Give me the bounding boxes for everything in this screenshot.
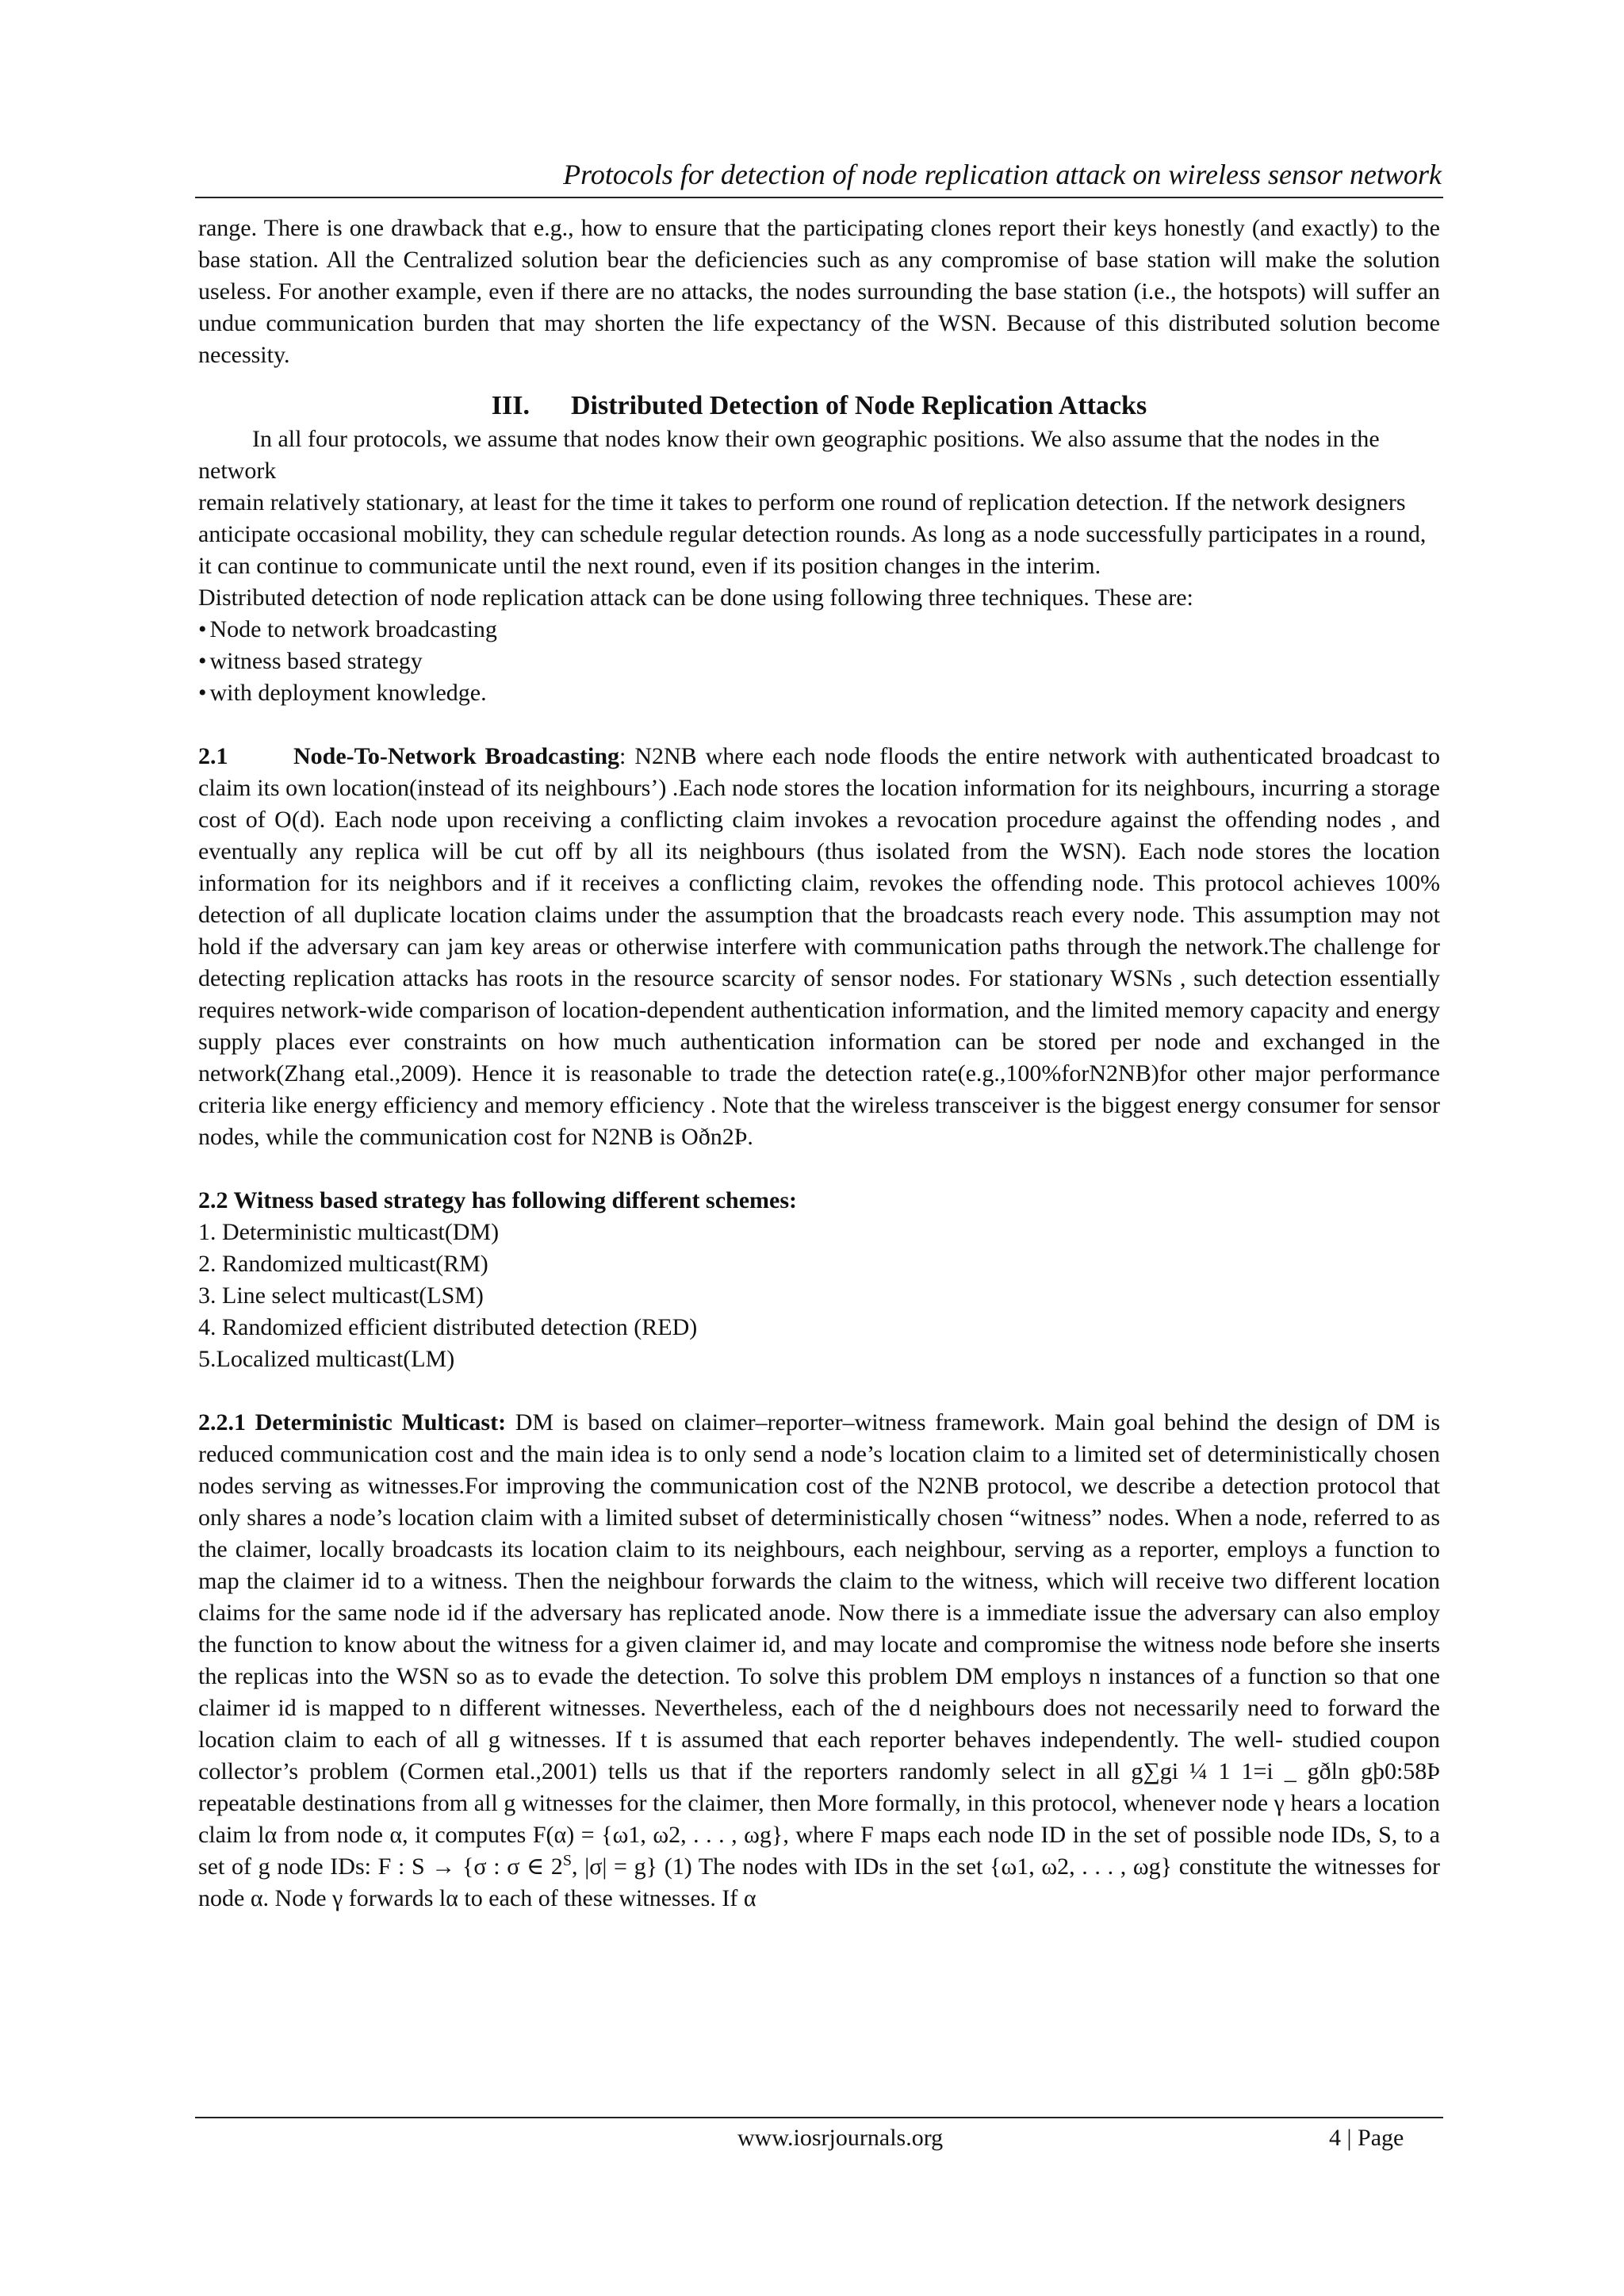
footer-url: www.iosrjournals.org	[737, 2125, 944, 2151]
subsection-title: 2.2.1 Deterministic Multicast:	[198, 1409, 507, 1435]
superscript: S	[562, 1852, 573, 1869]
section-line-3: it can continue to communicate until the next round, even if its position changes in the interim.	[198, 553, 1101, 579]
subsection-title: Node-To-Network Broadcasting	[293, 743, 620, 769]
section-line-4: Distributed detection of node replication attack can be done using following three techniques. These are:	[198, 585, 1193, 611]
page-body	[198, 213, 1440, 1915]
subsection-2-2-heading: 2.2 Witness based strategy has following different schemes:	[198, 1187, 797, 1213]
footer-rule	[195, 2117, 1443, 2118]
list-item: 4. Randomized efficient distributed detection (RED)	[198, 1314, 698, 1340]
list-item: 3. Line select multicast(LSM)	[198, 1282, 484, 1309]
header-rule	[195, 197, 1443, 198]
list-item: 2. Randomized multicast(RM)	[198, 1251, 488, 1277]
subsection-2-2-1	[198, 1407, 1440, 1915]
section-number: III.	[491, 391, 530, 420]
technique-list	[198, 614, 1440, 709]
list-item: • Node to network broadcasting	[198, 614, 1440, 646]
list-item: • witness based strategy	[198, 646, 1440, 677]
section-line-1: In all four protocols, we assume that nodes know their own geographic positions. We also assume that the nodes in the network	[198, 426, 1380, 484]
subsection-text-continued: , |σ| = g} (1) The nodes with IDs in the set {ω1, ω2, . . . , ωg} constitute the witnesses for node α. Node γ forwards lα to each of these witnesses. If α	[198, 1853, 1440, 1911]
scheme-list	[198, 1217, 1440, 1375]
section-line-2: remain relatively stationary, at least for the time it takes to perform one round of replication detection. If the network designers anticipate occasional mobility, they can schedule regular detection rounds. As long as a node successfully participates in a round,	[198, 489, 1427, 547]
spacer	[198, 1153, 1440, 1185]
section-title: Distributed Detection of Node Replication Attacks	[571, 391, 1147, 420]
section-heading	[198, 389, 1440, 424]
subsection-text: DM is based on claimer–reporter–witness framework. Main goal behind the design of DM is reduced communication cost and the main idea is to only send a node’s location claim to a limited set of deterministically chosen nodes serving as witnesses.For improving the communication cost of the N2NB protocol, we describe a detection protocol that only shares a node’s location claim with a limited subset of deterministically chosen “witness” nodes. When a node, referred to as the claimer, locally broadcasts its location claim to its neighbours, each neighbour, serving as a reporter, employs a function to map the claimer id to a witness. Then the neighbour forwards the claim to the witness, which will receive two different location claims for the same node id if the adversary has replicated anode. Now there is a immediate issue the adversary can also employ the function to know about the witness for a given claimer id, and may locate and compromise the witness node before she inserts the replicas into the WSN so as to evade the detection. To solve this problem DM employs n instances of a function so that one claimer id is mapped to n different witnesses. Nevertheless, each of the d neighbours does not necessarily need to forward the location claim to each of all g witnesses. If t is assumed that each reporter behaves independently. The well- studied coupon collector’s problem (Cormen etal.,2001) tells us that if the reporters randomly select in all g∑gi ¼ 1 1=i _ gðln gþ0:58Þ repeatable destinations from all g witnesses for the claimer, then More formally, in this protocol, whenever node γ hears a location claim lα from node α, it computes F(α) = {ω1, ω2, . . . , ωg}, where F maps each node ID in the set of possible node IDs, S, to a set of g node IDs: F : S → {σ : σ ∈ 2	[198, 1409, 1440, 1880]
spacer	[198, 709, 1440, 741]
list-item: 1. Deterministic multicast(DM)	[198, 1219, 500, 1245]
list-item: 5.Localized multicast(LM)	[198, 1346, 455, 1372]
subsection-number: 2.1	[198, 743, 228, 769]
spacer	[198, 371, 1440, 389]
page-number: 4 | Page	[1329, 2125, 1404, 2151]
intro-paragraph: range. There is one drawback that e.g., how to ensure that the participating clones report their keys honestly (and exactly) to the base station. All the Centralized solution bear the deficiencies such as any compromise of base station will make the solution useless. For another example, even if there are no attacks, the nodes surrounding the base station (i.e., the hotspots) will suffer an undue communication burden that may shorten the life expectancy of the WSN. Because of this distributed solution become necessity.	[198, 215, 1440, 368]
spacer	[198, 1375, 1440, 1407]
subsection-text: : N2NB where each node floods the entire network with authenticated broadcast to claim its own location(instead of its neighbours’) .Each node stores the location information for its neighbours, incurring a storage cost of O(d). Each node upon receiving a conflicting claim invokes a revocation procedure against the offending nodes , and eventually any replica will be cut off by all its neighbours (thus isolated from the WSN). Each node stores the location information for its neighbors and if it receives a conflicting claim, revokes the offending node. This protocol achieves 100% detection of all duplicate location claims under the assumption that the broadcasts reach every node. This assumption may not hold if the adversary can jam key areas or otherwise interfere with communication paths through the network.The challenge for detecting replication attacks has roots in the resource scarcity of sensor nodes. For stationary WSNs , such detection essentially requires network-wide comparison of location-dependent authentication information, and the limited memory capacity and energy supply places ever constraints on how much authentication information can be stored per node and exchanged in the network(Zhang etal.,2009). Hence it is reasonable to trade the detection rate(e.g.,100%forN2NB)for other major performance criteria like energy efficiency and memory efficiency . Note that the wireless transceiver is the biggest energy consumer for sensor nodes, while the communication cost for N2NB is Oðn2Þ.	[198, 743, 1440, 1150]
subsection-2-1	[198, 741, 1440, 1153]
running-head: Protocols for detection of node replication attack on wireless sensor network	[563, 159, 1442, 190]
list-item: • with deployment knowledge.	[198, 677, 1440, 709]
